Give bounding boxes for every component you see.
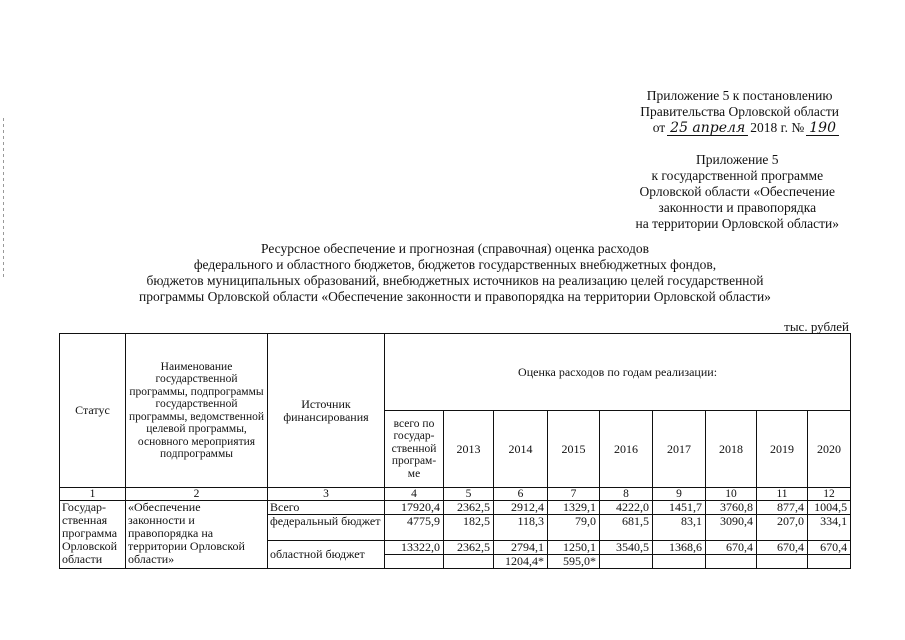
value-cell: 334,1 bbox=[808, 515, 851, 541]
header-year: 2016 bbox=[600, 411, 653, 488]
value-cell: 79,0 bbox=[548, 515, 600, 541]
header-year: 2019 bbox=[757, 411, 808, 488]
column-index: 5 bbox=[444, 488, 494, 501]
value-cell bbox=[385, 555, 444, 569]
value-cell: 595,0* bbox=[548, 555, 600, 569]
appendix-program-line5: на территории Орловской области» bbox=[635, 216, 839, 231]
title-line4: программы Орловской области «Обеспечение законности и правопорядка на территории Орловской области» bbox=[139, 289, 771, 304]
title-line1: Ресурсное обеспечение и прогнозная (справочная) оценка расходов bbox=[261, 241, 649, 256]
column-index: 8 bbox=[600, 488, 653, 501]
handwritten-number: 190 bbox=[806, 121, 839, 136]
value-cell: 2362,5 bbox=[444, 541, 494, 555]
value-cell bbox=[757, 555, 808, 569]
value-cell: 2794,1 bbox=[494, 541, 548, 555]
handwritten-date: 25 апреля bbox=[667, 121, 748, 136]
column-index: 4 bbox=[385, 488, 444, 501]
value-cell: 1329,1 bbox=[548, 501, 600, 515]
value-cell bbox=[706, 555, 757, 569]
header-estimate: Оценка расходов по годам реализации: bbox=[385, 334, 851, 411]
status-line: ственная bbox=[62, 513, 108, 527]
value-cell: 17920,4 bbox=[385, 501, 444, 515]
date-prefix: от bbox=[652, 120, 666, 135]
value-cell: 2362,5 bbox=[444, 501, 494, 515]
value-cell: 13322,0 bbox=[385, 541, 444, 555]
value-cell: 1368,6 bbox=[653, 541, 706, 555]
appendix-program-line4: законности и правопорядка bbox=[658, 200, 817, 215]
header-total: всего по государ-ственной програм-ме bbox=[385, 411, 444, 488]
value-cell: 4222,0 bbox=[600, 501, 653, 515]
source-cell: федеральный бюджет bbox=[268, 515, 385, 541]
value-cell bbox=[444, 555, 494, 569]
value-cell: 182,5 bbox=[444, 515, 494, 541]
document-title bbox=[95, 241, 815, 305]
title-line2: федерального и областного бюджетов, бюджетов государственных внебюджетных фондов, bbox=[193, 257, 717, 272]
value-cell: 681,5 bbox=[600, 515, 653, 541]
header-year: 2013 bbox=[444, 411, 494, 488]
title-line3: бюджетов муниципальных образований, внебюджетных источников на реализацию целей государственной bbox=[146, 273, 764, 288]
source-cell: Всего bbox=[268, 501, 385, 515]
program-name-line: законности и bbox=[128, 513, 195, 527]
value-cell: 3540,5 bbox=[600, 541, 653, 555]
value-cell: 118,3 bbox=[494, 515, 548, 541]
source-cell: областной бюджет bbox=[268, 541, 385, 569]
status-line: Орловской bbox=[62, 539, 118, 553]
column-index: 3 bbox=[268, 488, 385, 501]
units-label: тыс. рублей bbox=[784, 319, 849, 334]
status-line: программа bbox=[62, 526, 118, 540]
table-row-total bbox=[60, 501, 851, 515]
header-status: Статус bbox=[60, 334, 126, 488]
header-row-1 bbox=[60, 334, 851, 411]
value-cell: 1451,7 bbox=[653, 501, 706, 515]
header-program-name: Наименование государственной программы, подпрограммы государственной программы, ведомственной целевой программы, основного мероприятия подпрограммы bbox=[126, 334, 268, 488]
value-cell: 3090,4 bbox=[706, 515, 757, 541]
column-index-row bbox=[60, 488, 851, 501]
appendix-resolution-block bbox=[640, 88, 839, 136]
appendix-program-line1: Приложение 5 bbox=[695, 152, 779, 167]
resolution-date-line bbox=[640, 120, 839, 136]
program-name-line: территории Орловской bbox=[128, 539, 245, 553]
column-index: 1 bbox=[60, 488, 126, 501]
value-cell: 3760,8 bbox=[706, 501, 757, 515]
appendix-program-line3: Орловской области «Обеспечение bbox=[639, 184, 835, 199]
header-year: 2018 bbox=[706, 411, 757, 488]
value-cell: 207,0 bbox=[757, 515, 808, 541]
header-source: Источник финансирования bbox=[268, 334, 385, 488]
value-cell: 670,4 bbox=[808, 541, 851, 555]
column-index: 6 bbox=[494, 488, 548, 501]
program-name-line: области» bbox=[128, 552, 175, 566]
budget-table bbox=[59, 333, 851, 569]
value-cell: 670,4 bbox=[757, 541, 808, 555]
column-index: 12 bbox=[808, 488, 851, 501]
header-year: 2014 bbox=[494, 411, 548, 488]
appendix-program-line2: к государственной программе bbox=[651, 168, 824, 183]
value-cell: 4775,9 bbox=[385, 515, 444, 541]
status-line: Государ- bbox=[62, 500, 107, 514]
status-cell bbox=[60, 501, 126, 569]
value-cell: 2912,4 bbox=[494, 501, 548, 515]
scan-edge-mark bbox=[3, 118, 4, 278]
program-name-line: «Обеспечение bbox=[128, 500, 201, 514]
value-cell bbox=[808, 555, 851, 569]
appendix-resolution-line2: Правительства Орловской области bbox=[640, 104, 839, 119]
value-cell: 670,4 bbox=[706, 541, 757, 555]
column-index: 2 bbox=[126, 488, 268, 501]
column-index: 10 bbox=[706, 488, 757, 501]
value-cell: 83,1 bbox=[653, 515, 706, 541]
column-index: 11 bbox=[757, 488, 808, 501]
appendix-program-block bbox=[636, 152, 839, 232]
program-name-cell bbox=[126, 501, 268, 569]
value-cell: 877,4 bbox=[757, 501, 808, 515]
value-cell: 1204,4* bbox=[494, 555, 548, 569]
column-index: 7 bbox=[548, 488, 600, 501]
value-cell: 1250,1 bbox=[548, 541, 600, 555]
header-year: 2020 bbox=[808, 411, 851, 488]
header-year: 2017 bbox=[653, 411, 706, 488]
value-cell bbox=[600, 555, 653, 569]
value-cell: 1004,5 bbox=[808, 501, 851, 515]
program-name-line: правопорядка на bbox=[128, 526, 214, 540]
status-line: области bbox=[62, 552, 103, 566]
date-suffix: 2018 г. № bbox=[750, 120, 805, 135]
appendix-resolution-line1: Приложение 5 к постановлению bbox=[646, 88, 833, 103]
header-year: 2015 bbox=[548, 411, 600, 488]
value-cell bbox=[653, 555, 706, 569]
column-index: 9 bbox=[653, 488, 706, 501]
